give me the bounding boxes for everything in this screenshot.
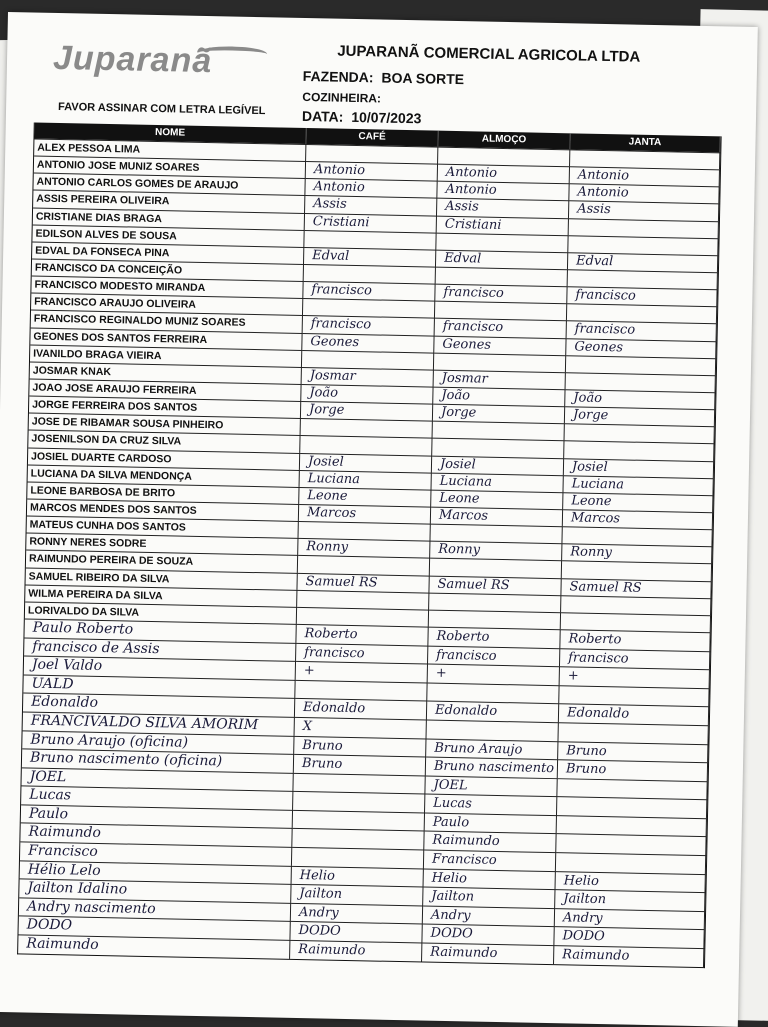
instruction-text: FAVOR ASSINAR COM LETRA LEGÍVEL — [57, 101, 266, 118]
handwritten-row-janta-cell: Bruno — [558, 759, 708, 781]
handwritten-row-name-cell: Lucas — [21, 786, 293, 810]
row-janta-cell: Antonio — [569, 184, 719, 204]
row-janta-cell: Leone — [563, 492, 713, 512]
row-name-cell: IVANILDO BRAGA VIEIRA — [30, 344, 302, 367]
handwritten-row-name-cell: JOEL — [21, 767, 293, 791]
handwritten-row-janta-cell: francisco — [560, 648, 710, 670]
row-almoco-cell: francisco — [435, 318, 567, 338]
handwritten-row-name-cell: francisco de Assis — [24, 637, 296, 661]
handwritten-row-almoco-cell: + — [428, 664, 560, 685]
handwritten-row-name-cell: Andry nascimento — [19, 897, 291, 921]
handwritten-row-janta-cell: DODO — [554, 927, 704, 949]
handwritten-row-janta-cell: + — [560, 666, 710, 688]
handwritten-row-name-cell: FRANCIVALDO SILVA AMORIM — [23, 711, 295, 735]
logo-swoosh — [197, 46, 267, 61]
row-janta-cell: francisco — [567, 286, 717, 306]
row-cafe-cell: francisco — [303, 281, 435, 301]
handwritten-row-janta-cell: Andry — [555, 908, 705, 930]
row-name-cell: FRANCISCO MODESTO MIRANDA — [31, 276, 303, 299]
handwritten-row-cafe-cell: DODO — [290, 921, 422, 942]
handwritten-row-janta-cell: Helio — [556, 871, 706, 893]
row-name-cell: ASSIS PEREIRA OLIVEIRA — [33, 190, 305, 213]
row-name-cell: LUCIANA DA SILVA MENDONÇA — [28, 464, 300, 487]
handwritten-row-cafe-cell: X — [295, 717, 427, 738]
handwritten-row-name-cell: Francisco — [20, 841, 292, 865]
company-logo: Juparanã — [52, 38, 213, 81]
handwritten-row-cafe-cell: Helio — [292, 866, 424, 887]
row-name-cell: SAMUEL RIBEIRO DA SILVA — [26, 567, 298, 590]
row-cafe-cell: Edval — [304, 247, 436, 267]
row-janta-cell: Samuel RS — [561, 578, 711, 598]
row-almoco-cell: Leone — [431, 489, 563, 509]
column-header-cafe: CAFÉ — [306, 128, 438, 147]
handwritten-row-almoco-cell: Paulo — [425, 812, 557, 833]
handwritten-row-cafe-cell: Raimundo — [290, 940, 422, 961]
row-name-cell: WILMA PEREIRA DA SILVA — [25, 584, 297, 607]
fazenda-label: FAZENDA: — [302, 67, 374, 86]
handwritten-row-cafe-cell: Roberto — [296, 624, 428, 645]
handwritten-row-cafe-cell: Edonaldo — [295, 698, 427, 719]
handwritten-row-name-cell: Joel Valdo — [24, 656, 296, 680]
row-name-cell: GEONES DOS SANTOS FERREIRA — [30, 327, 302, 350]
handwritten-row-almoco-cell: DODO — [422, 924, 554, 945]
row-name-cell: RONNY NERES SODRE — [26, 533, 298, 556]
handwritten-row-almoco-cell: Francisco — [424, 850, 556, 871]
handwritten-row-almoco-cell: Raimundo — [422, 943, 554, 964]
handwritten-row-name-cell: Hélio Lelo — [20, 860, 292, 884]
row-name-cell: LEONE BARBOSA DE BRITO — [27, 481, 299, 504]
row-name-cell: LORIVALDO DA SILVA — [25, 601, 297, 624]
handwritten-row-name-cell: Raimundo — [20, 823, 292, 847]
handwritten-row-cafe-cell: + — [296, 661, 428, 682]
row-name-cell: ALEX PESSOA LIMA — [34, 139, 306, 162]
date-label: DATA: — [301, 107, 344, 125]
row-name-cell: JOSMAR KNAK — [30, 361, 302, 384]
row-almoco-cell: francisco — [435, 284, 567, 304]
handwritten-row-almoco-cell: francisco — [428, 645, 560, 666]
row-cafe-cell: Luciana — [300, 470, 432, 490]
row-name-cell: JORGE FERREIRA DOS SANTOS — [29, 396, 301, 419]
handwritten-row-almoco-cell: Bruno Araujo — [426, 738, 558, 759]
handwritten-row-name-cell: Paulo — [21, 804, 293, 828]
row-almoco-cell: Cristiani — [437, 215, 569, 235]
row-cafe-cell: Cristiani — [305, 213, 437, 233]
handwritten-row-name-cell: Bruno nascimento (oficina) — [22, 749, 294, 773]
row-almoco-cell: Assis — [437, 198, 569, 218]
row-name-cell: ANTONIO JOSE MUNIZ SOARES — [34, 156, 306, 179]
row-cafe-cell: Samuel RS — [297, 572, 429, 592]
row-almoco-cell: Ronny — [430, 541, 562, 561]
handwritten-row-almoco-cell: Jailton — [423, 887, 555, 908]
table-grid — [17, 123, 722, 968]
row-name-cell: EDVAL DA FONSECA PINA — [32, 241, 304, 264]
row-name-cell: FRANCISCO DA CONCEIÇÃO — [32, 259, 304, 282]
row-cafe-cell: Geones — [302, 333, 434, 353]
row-almoco-cell: Edval — [436, 249, 568, 269]
row-almoco-cell: João — [433, 387, 565, 407]
cozinheira-line — [302, 90, 381, 106]
row-cafe-cell: Marcos — [299, 504, 431, 524]
row-name-cell: JOAO JOSE ARAUJO FERREIRA — [29, 378, 301, 401]
handwritten-row-name-cell: Jailton Idalino — [19, 879, 291, 903]
row-cafe-cell: Antonio — [305, 178, 437, 198]
row-janta-cell: Assis — [569, 201, 719, 221]
fazenda-value: BOA SORTE — [381, 69, 465, 88]
row-cafe-cell: Leone — [299, 487, 431, 507]
handwritten-row-janta-cell: Jailton — [555, 889, 705, 911]
row-name-cell: JOSE DE RIBAMAR SOUSA PINHEIRO — [29, 413, 301, 436]
handwritten-row-janta-cell: Bruno — [558, 741, 708, 763]
row-name-cell: JOSIEL DUARTE CARDOSO — [28, 447, 300, 470]
row-cafe-cell: Josmar — [302, 367, 434, 387]
handwritten-row-almoco-cell: Raimundo — [424, 831, 556, 852]
row-name-cell: ANTONIO CARLOS GOMES DE ARAUJO — [33, 173, 305, 196]
row-janta-cell: Josiel — [564, 458, 714, 478]
handwritten-row-name-cell: Edonaldo — [23, 693, 295, 717]
handwritten-row-almoco-cell: Lucas — [425, 794, 557, 815]
row-name-cell: RAIMUNDO PEREIRA DE SOUZA — [26, 550, 298, 573]
row-almoco-cell: Josmar — [434, 369, 566, 389]
row-almoco-cell: Jorge — [433, 404, 565, 424]
row-cafe-cell: francisco — [303, 315, 435, 335]
row-cafe-cell: João — [301, 384, 433, 404]
row-cafe-cell: Ronny — [298, 538, 430, 558]
row-name-cell: MARCOS MENDES DOS SANTOS — [27, 498, 299, 521]
column-header-nome: NOME — [34, 123, 306, 144]
row-almoco-cell: Geones — [434, 335, 566, 355]
row-name-cell: FRANCISCO REGINALDO MUNIZ SOARES — [31, 310, 303, 333]
date-value: 10/07/2023 — [351, 108, 422, 127]
row-janta-cell: Marcos — [563, 509, 713, 529]
handwritten-row-name-cell: Raimundo — [18, 934, 290, 958]
row-cafe-cell: Jorge — [301, 401, 433, 421]
fazenda-line — [303, 68, 465, 87]
row-janta-cell: Geones — [566, 338, 716, 358]
row-janta-cell: francisco — [567, 321, 717, 341]
row-janta-cell: Luciana — [563, 475, 713, 495]
row-janta-cell: João — [565, 389, 715, 409]
handwritten-row-almoco-cell: Edonaldo — [427, 701, 559, 722]
row-janta-cell: Edval — [568, 252, 718, 272]
row-name-cell: EDILSON ALVES DE SOUSA — [32, 224, 304, 247]
handwritten-row-name-cell: Bruno Araujo (oficina) — [22, 730, 294, 754]
row-name-cell: FRANCISCO ARAUJO OLIVEIRA — [31, 293, 303, 316]
row-almoco-cell: Antonio — [437, 181, 569, 201]
column-header-almoco: ALMOÇO — [438, 131, 570, 150]
handwritten-row-almoco-cell: Helio — [424, 868, 556, 889]
handwritten-row-almoco-cell: JOEL — [425, 775, 557, 796]
row-name-cell: MATEUS CUNHA DOS SANTOS — [27, 516, 299, 539]
row-cafe-cell: Assis — [305, 195, 437, 215]
row-almoco-cell: Josiel — [432, 455, 564, 475]
row-janta-cell: Ronny — [562, 543, 712, 563]
row-janta-cell: Antonio — [570, 166, 720, 186]
handwritten-row-name-cell: DODO — [18, 916, 290, 940]
handwritten-row-name-cell: Paulo Roberto — [24, 618, 296, 642]
column-header-janta: JANTA — [570, 133, 720, 152]
handwritten-row-janta-cell: Roberto — [560, 629, 710, 651]
handwritten-row-cafe-cell: Bruno — [294, 735, 426, 756]
row-name-cell: JOSENILSON DA CRUZ SILVA — [28, 430, 300, 453]
handwritten-row-almoco-cell: Andry — [423, 905, 555, 926]
row-cafe-cell: Antonio — [306, 161, 438, 181]
row-almoco-cell: Samuel RS — [429, 575, 561, 595]
handwritten-row-janta-cell: Edonaldo — [559, 704, 709, 726]
handwritten-row-cafe-cell: Andry — [291, 903, 423, 924]
handwritten-row-name-cell: UALD — [23, 674, 295, 698]
company-name: JUPARANÃ COMERCIAL AGRICOLA LTDA — [337, 42, 641, 66]
handwritten-row-cafe-cell: francisco — [296, 642, 428, 663]
row-almoco-cell: Antonio — [438, 164, 570, 184]
handwritten-row-cafe-cell: Bruno — [294, 754, 426, 775]
row-almoco-cell: Luciana — [432, 472, 564, 492]
row-janta-cell: Jorge — [565, 406, 715, 426]
handwritten-row-cafe-cell: Jailton — [291, 884, 423, 905]
handwritten-row-janta-cell: Raimundo — [554, 945, 704, 967]
handwritten-row-almoco-cell: Bruno nascimento — [426, 757, 558, 778]
cozinheira-label: COZINHEIRA: — [302, 89, 382, 106]
date-line — [302, 108, 422, 126]
row-cafe-cell: Josiel — [300, 452, 432, 472]
attendance-sheet — [0, 12, 758, 1027]
row-name-cell: CRISTIANE DIAS BRAGA — [33, 207, 305, 230]
signature-table — [16, 123, 719, 1005]
handwritten-row-almoco-cell: Roberto — [428, 627, 560, 648]
row-almoco-cell: Marcos — [431, 507, 563, 527]
